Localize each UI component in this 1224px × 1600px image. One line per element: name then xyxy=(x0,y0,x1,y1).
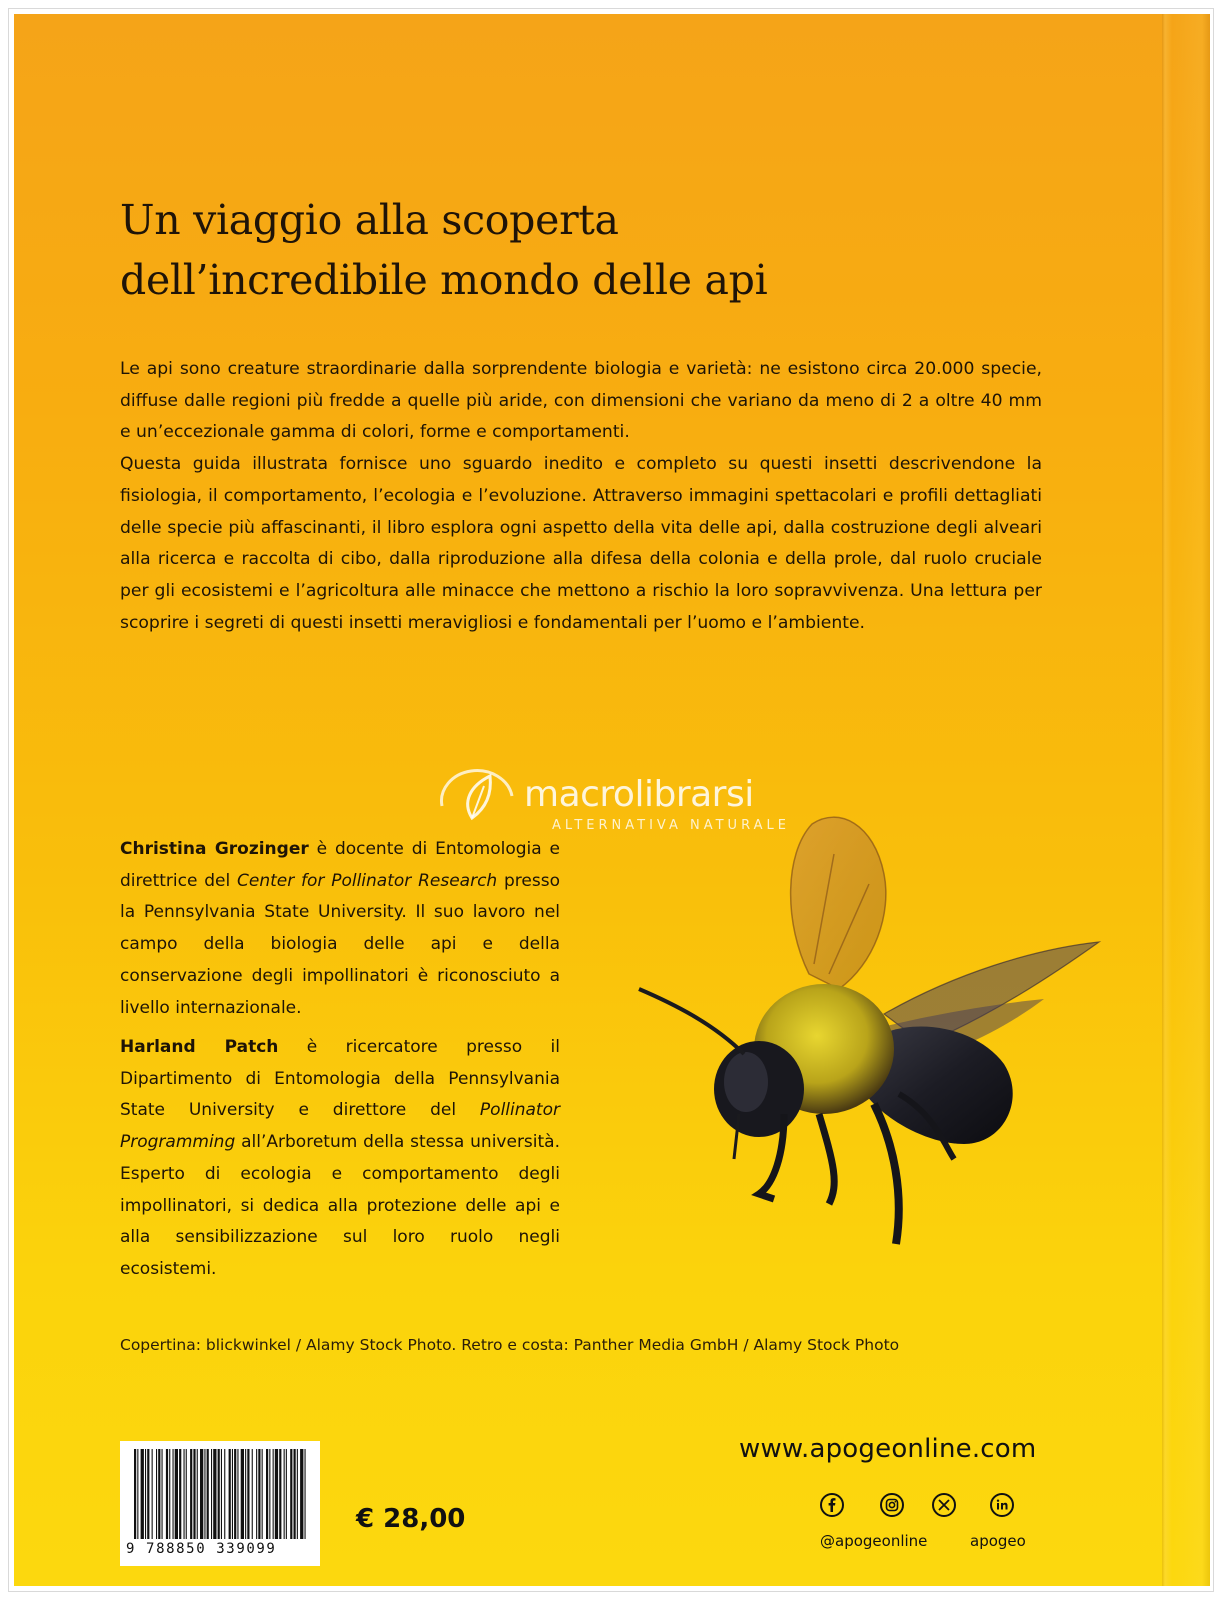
barcode-bar xyxy=(224,1449,225,1539)
author-bio-2-italic: Pollinator Programming xyxy=(120,1100,560,1153)
barcode-bar xyxy=(184,1449,185,1539)
barcode-bar xyxy=(241,1449,244,1539)
barcode-bar xyxy=(286,1449,287,1539)
barcode-bar xyxy=(232,1449,233,1539)
description-paragraph-1: Le api sono creature straordinarie dalla sorprendente biologia e varietà: ne esistono circa 20.000 specie, diffuse dalle regioni più fredde a quelle più aride, con dimensioni che variano da meno di 2 a oltre 40 mm e un’eccezionale gamma di colori, forme e comportamenti. xyxy=(120,359,1042,443)
barcode-bar xyxy=(300,1449,303,1539)
author-name-2: Harland Patch xyxy=(120,1037,279,1057)
cover-title-line-1: Un viaggio alla scoperta xyxy=(120,196,619,244)
isbn-digits: 9 788850 339099 xyxy=(126,1541,277,1557)
author-bio-1-italic: Center for Pollinator Research xyxy=(237,870,498,891)
bee-illustration xyxy=(634,814,1104,1254)
barcode-bar xyxy=(207,1449,209,1539)
barcode-bar xyxy=(179,1449,181,1539)
barcode-bar xyxy=(162,1449,163,1539)
instagram-icon xyxy=(880,1493,904,1517)
barcode-bar xyxy=(156,1449,157,1539)
linkedin-icon xyxy=(990,1493,1014,1517)
barcode-bar xyxy=(237,1449,238,1539)
barcode-bar xyxy=(137,1449,138,1539)
barcode-bar xyxy=(213,1449,216,1539)
barcode-bar xyxy=(273,1449,274,1539)
description-paragraph-2: Questa guida illustrata fornisce uno sguardo inedito e completo su questi insetti descrivendone la fisiologia, il comportamento, l’ecologia e l’evoluzione. Attraverso immagini spettacolari e profili dettagliati delle specie più affascinanti, il libro esplora ogni aspetto della vita delle api, dalla costruzione degli alveari alla ricerca e raccolta di cibo, dalla riproduzione alla difesa della colonia e della prole, dal ruolo cruciale per gli ecosistemi e l’agricoltura alle minacce che mettono a rischio la loro sopravvivenza. Una lettura per scoprire i segreti di questi insetti meravigliosi e fondamentali per l’uomo e l’ambiente. xyxy=(120,454,1042,633)
x-icon xyxy=(932,1493,956,1517)
barcode-bar xyxy=(173,1449,174,1539)
barcode-bar xyxy=(166,1449,168,1539)
barcode-bar xyxy=(197,1449,198,1539)
facebook-icon xyxy=(820,1493,844,1517)
author-bio-1-part-1: è docente di Entomologia e direttrice del xyxy=(120,839,561,891)
macrolibrarsi-logo-icon xyxy=(432,766,522,826)
barcode-bar xyxy=(147,1449,149,1539)
publisher-website: www.apogeonline.com xyxy=(739,1434,1037,1464)
publisher-brand: apogeo xyxy=(970,1532,1026,1550)
barcode-bar xyxy=(294,1449,296,1539)
barcode-bar xyxy=(245,1449,246,1539)
barcode-bar xyxy=(252,1449,253,1539)
social-handle: @apogeonline xyxy=(820,1532,928,1550)
barcode-bar xyxy=(247,1449,249,1539)
barcode-bar xyxy=(200,1449,203,1539)
barcode-bar xyxy=(234,1449,236,1539)
barcode-bar xyxy=(229,1449,231,1539)
barcode xyxy=(120,1441,320,1566)
author-bio-2-part-2: all’Arboretum della stessa università. Esperto di ecologia e comportamento degli impollinatori, si dedica alla protezione delle api e alla sensibilizzazione sul loro ruolo negli ecosistemi. xyxy=(120,1132,560,1279)
barcode-bar xyxy=(152,1449,153,1539)
author-bio-1-part-2: presso la Pennsylvania State University. Il suo lavoro nel campo della biologia delle api e della conservazione degli impollinatori è riconosciuto a livello internazionale. xyxy=(120,870,560,1018)
author-bio-2 xyxy=(120,1032,560,1286)
barcode-bar xyxy=(275,1449,278,1539)
price: € 28,00 xyxy=(356,1504,466,1534)
barcode-bar xyxy=(134,1449,136,1539)
watermark-tagline: ALTERNATIVA NATURALE xyxy=(552,818,790,833)
book-spine-edge xyxy=(1162,14,1210,1586)
barcode-bar xyxy=(262,1449,263,1539)
barcode-bar xyxy=(269,1449,270,1539)
barcode-bars xyxy=(132,1449,308,1539)
author-name-1: Christina Grozinger xyxy=(120,839,309,859)
author-bio-2-part-1: è ricercatore presso il Dipartimento di Entomologia della Pennsylvania State University e direttore del xyxy=(120,1037,560,1121)
barcode-bar xyxy=(193,1449,195,1539)
photo-credits: Copertina: blickwinkel / Alamy Stock Photo. Retro e costa: Panther Media GmbH / Alamy Stock Photo xyxy=(120,1336,900,1354)
barcode-bar xyxy=(256,1449,257,1539)
barcode-bar xyxy=(218,1449,220,1539)
barcode-bar xyxy=(190,1449,192,1539)
barcode-bar xyxy=(305,1449,306,1539)
barcode-bar xyxy=(186,1449,187,1539)
barcode-bar xyxy=(221,1449,222,1539)
watermark-brand: macrolibrarsi xyxy=(524,774,754,815)
barcode-bar xyxy=(211,1449,212,1539)
barcode-bar xyxy=(145,1449,146,1539)
barcode-bar xyxy=(290,1449,292,1539)
barcode-bar xyxy=(158,1449,160,1539)
barcode-bar xyxy=(297,1449,298,1539)
barcode-bar xyxy=(175,1449,178,1539)
barcode-bar xyxy=(258,1449,260,1539)
cover-title xyxy=(120,190,1020,310)
barcode-bar xyxy=(279,1449,281,1539)
barcode-bar xyxy=(284,1449,285,1539)
author-bio-1 xyxy=(120,834,560,1024)
barcode-bar xyxy=(141,1449,144,1539)
barcode-bar xyxy=(266,1449,268,1539)
book-back-cover xyxy=(14,14,1210,1586)
book-description xyxy=(120,354,1042,639)
barcode-bar xyxy=(169,1449,170,1539)
barcode-bar xyxy=(204,1449,205,1539)
cover-title-line-2: dell’incredibile mondo delle api xyxy=(120,256,768,304)
